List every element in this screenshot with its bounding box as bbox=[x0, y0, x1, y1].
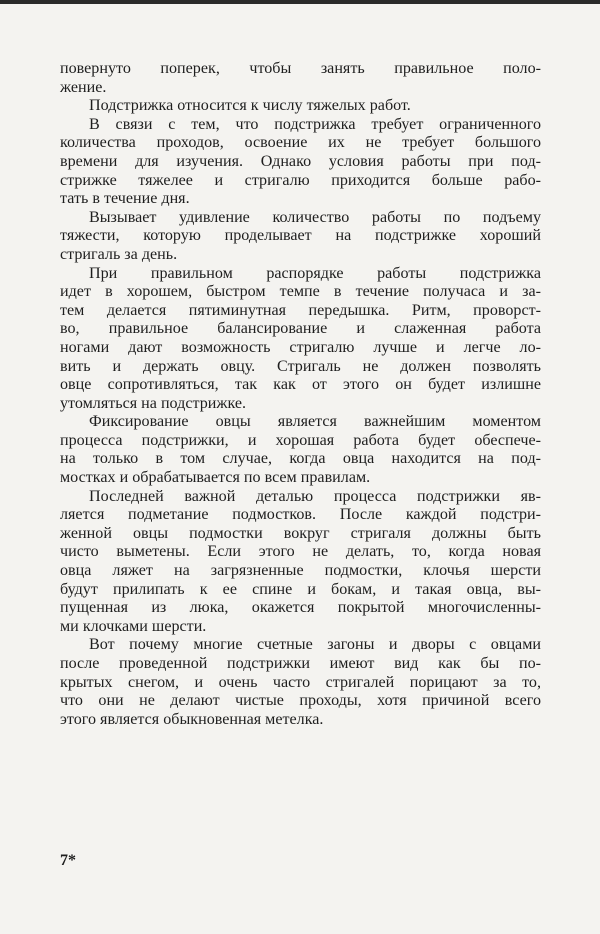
signature-mark: 7* bbox=[60, 852, 76, 869]
text-line: Последней важной деталью процесса подстрижки яв- bbox=[89, 487, 541, 505]
text-line: Вызывает удивление количество работы по подъему bbox=[89, 208, 541, 226]
paragraph-3 bbox=[60, 116, 541, 209]
text-line: Подстрижка относится к числу тяжелых работ. bbox=[89, 97, 411, 115]
text-line: времени для изучения. Однако условия работы при под- bbox=[60, 152, 541, 170]
paragraph-6 bbox=[60, 413, 541, 487]
text-line: овце сопротивляться, так как от этого он будет излишне bbox=[60, 376, 541, 394]
text-line: чисто выметены. Если этого не делать, то, когда новая bbox=[60, 543, 541, 561]
text-line: овца ляжет на загрязненные подмостки, клочья шерсти bbox=[60, 562, 541, 580]
text-line: ляется подметание подмостков. После каждой подстри- bbox=[60, 506, 541, 524]
text-line: стригаль за день. bbox=[60, 245, 178, 263]
text-line: после проведенной подстрижки имеют вид как бы по- bbox=[60, 655, 541, 672]
text-line: количества проходов, освоение их не требует большого bbox=[60, 134, 541, 152]
text-line: Вот почему многие счетные загоны и дворы с овцами bbox=[89, 636, 541, 654]
text-line: тать в течение дня. bbox=[60, 190, 190, 208]
text-line: ми клочками шерсти. bbox=[60, 617, 207, 635]
text-line: тяжести, которую проделывает на подстрижке хороший bbox=[60, 227, 541, 245]
text-line: ногами дают возможность стригалю лучше и легче ло- bbox=[60, 338, 541, 356]
paragraph-2 bbox=[60, 97, 541, 116]
text-line: этого является обыкновенная метелка. bbox=[60, 710, 324, 728]
text-line: крытых снегом, и очень часто стригалей порицают за то, bbox=[60, 673, 541, 691]
paragraph-8 bbox=[60, 636, 541, 729]
text-line: повернуто поперек, чтобы занять правильное поло- bbox=[60, 60, 541, 77]
text-line: утомляться на подстрижке. bbox=[60, 394, 247, 412]
text-line: стрижке тяжелее и стригалю приходится больше рабо- bbox=[60, 171, 541, 189]
text-line: При правильном распорядке работы подстрижка bbox=[89, 264, 541, 282]
text-line: что они не делают чистые проходы, хотя причиной всего bbox=[60, 692, 541, 710]
text-line: на только в том случае, когда овца находится на под- bbox=[60, 450, 541, 468]
text-line: Фиксирование овцы является важнейшим моментом bbox=[89, 413, 541, 431]
text-line: тем делается пятиминутная передышка. Ритм, проворст- bbox=[60, 301, 541, 319]
text-line: во, правильное балансирование и слаженная работа bbox=[60, 320, 541, 338]
text-line: вить и держать овцу. Стригаль не должен позволять bbox=[60, 357, 541, 375]
text-line: В связи с тем, что подстрижка требует ограниченного bbox=[89, 115, 541, 133]
paragraph-7 bbox=[60, 488, 541, 637]
text-line: будут прилипать к ее спине и бокам, и такая овца, вы- bbox=[60, 580, 541, 598]
text-line: женной овцы подмостки вокруг стригаля должны быть bbox=[60, 524, 541, 542]
text-line: жение. bbox=[60, 78, 107, 96]
paragraph-4 bbox=[60, 209, 541, 265]
text-line: пущенная из люка, окажется покрытой многочисленны- bbox=[60, 599, 541, 617]
text-line: мостках и обрабатывается по всем правилам. bbox=[60, 469, 371, 487]
paragraph-1 bbox=[60, 60, 541, 97]
page-text bbox=[60, 60, 541, 729]
text-line: процесса подстрижки, и хорошая работа будет обеспече- bbox=[60, 431, 541, 449]
paragraph-5 bbox=[60, 265, 541, 414]
text-line: идет в хорошем, быстром темпе в течение получаса и за- bbox=[60, 283, 541, 301]
top-edge-rule bbox=[0, 0, 600, 4]
